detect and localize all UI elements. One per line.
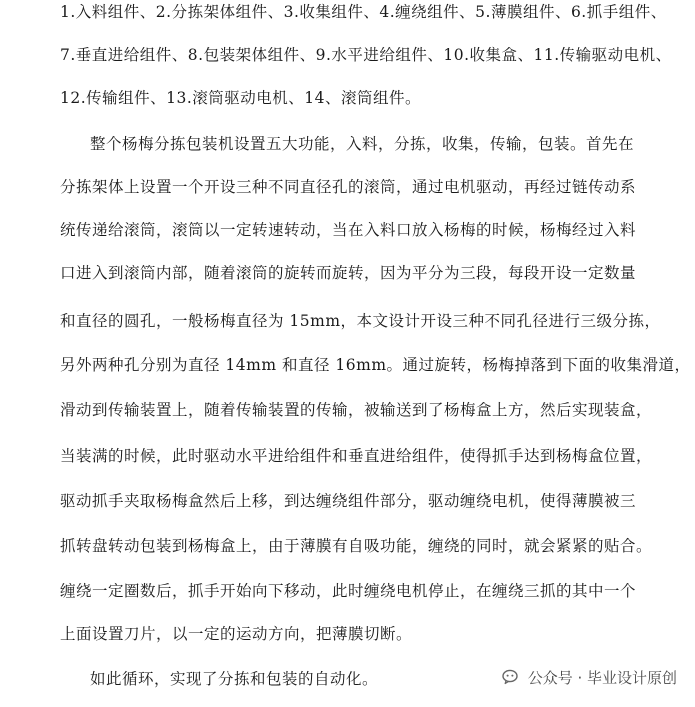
paragraph-2-line-1: 如此循环，实现了分拣和包装的自动化。 [90, 670, 379, 688]
wechat-official-account-icon [502, 669, 522, 685]
paragraph-1-line-10: 抓转盘转动包装到杨梅盒上，由于薄膜有自吸功能，缠绕的同时，就会紧紧的贴合。 [60, 537, 653, 555]
paragraph-1-line-1: 整个杨梅分拣包装机设置五大功能，入料，分拣，收集，传输，包装。首先在 [90, 135, 635, 153]
component-list-line-2: 7.垂直进给组件、8.包装架体组件、9.水平进给组件、10.收集盒、11.传输驱动电机、 [60, 46, 672, 64]
paragraph-1-line-2: 分拣架体上设置一个开设三种不同直径孔的滚筒，通过电机驱动，再经过链传动系 [60, 178, 637, 196]
paragraph-1-line-5: 和直径的圆孔，一般杨梅直径为 15mm，本文设计开设三种不同孔径进行三级分拣， [60, 312, 661, 330]
paragraph-1-line-11: 缠绕一定圈数后，抓手开始向下移动，此时缠绕电机停止，在缠绕三抓的其中一个 [60, 582, 637, 600]
watermark-text: 公众号 · 毕业设计原创 [527, 668, 677, 687]
component-list-line-3: 12.传输组件、13.滚筒驱动电机、14、滚筒组件。 [60, 89, 422, 107]
paragraph-1-line-4: 口进入到滚筒内部，随着滚筒的旋转而旋转，因为平分为三段，每段开设一定数量 [60, 264, 637, 282]
paragraph-1-line-7: 滑动到传输装置上，随着传输装置的传输，被输送到了杨梅盒上方，然后实现装盒， [60, 401, 653, 419]
paragraph-1-line-9: 驱动抓手夹取杨梅盒然后上移，到达缠绕组件部分，驱动缠绕电机，使得薄膜被三 [60, 492, 637, 510]
paragraph-1-line-3: 统传递给滚筒，滚筒以一定转速转动，当在入料口放入杨梅的时候，杨梅经过入料 [60, 221, 637, 239]
component-list-line-1: 1.入料组件、2.分拣架体组件、3.收集组件、4.缠绕组件、5.薄膜组件、6.抓手组件、 [60, 3, 667, 21]
paragraph-1-line-6: 另外两种孔分别为直径 14mm 和直径 16mm。通过旋转，杨梅掉落到下面的收集滑道， [60, 356, 691, 374]
paragraph-1-line-12: 上面设置刀片，以一定的运动方向，把薄膜切断。 [60, 625, 413, 643]
watermark [502, 666, 677, 688]
paragraph-1-line-8: 当装满的时候，此时驱动水平进给组件和垂直进给组件，使得抓手达到杨梅盒位置， [60, 447, 653, 465]
